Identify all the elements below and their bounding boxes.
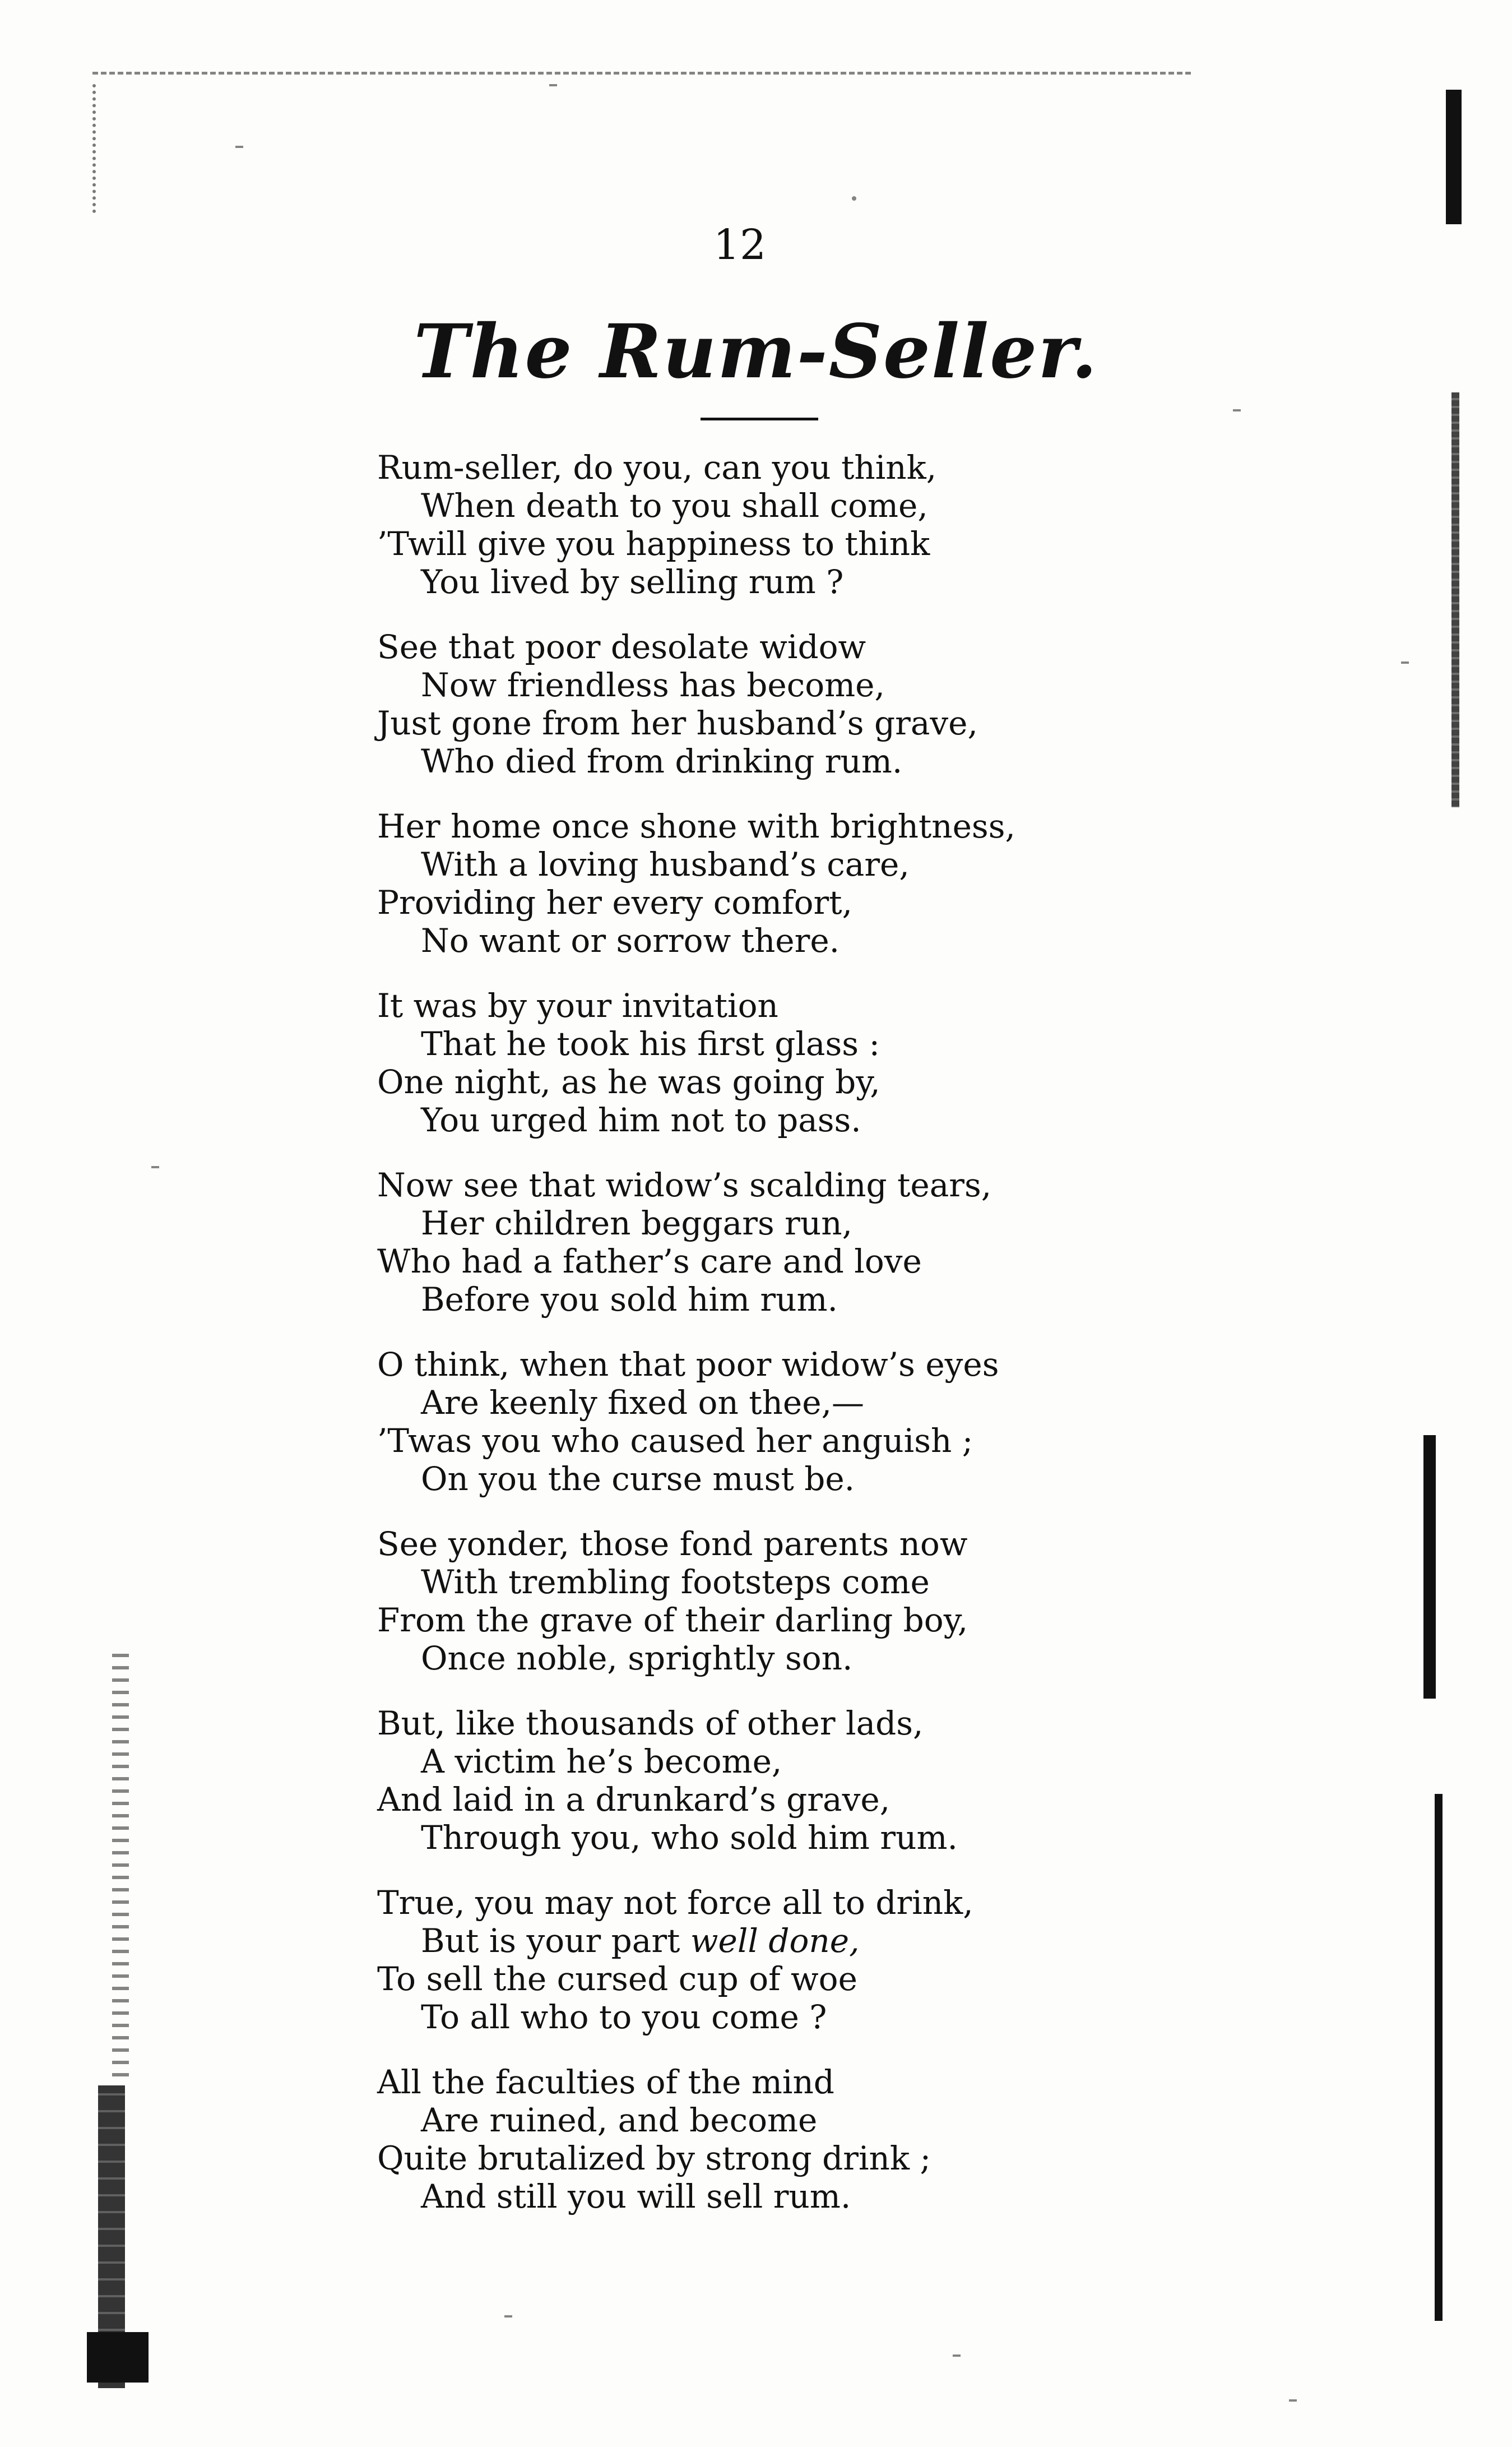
stanza xyxy=(377,448,1218,601)
poem-line: Rum-seller, do you, can you think, xyxy=(377,448,937,487)
stanza xyxy=(377,1345,1218,1498)
poem-line: From the grave of their darling boy, xyxy=(377,1601,968,1639)
poem-line: It was by your invitation xyxy=(377,987,778,1025)
poem-line: One night, as he was going by, xyxy=(377,1063,880,1101)
poem-line: True, you may not force all to drink, xyxy=(377,1884,973,1922)
poem-line: ’Twas you who caused her anguish ; xyxy=(377,1422,973,1460)
stanza xyxy=(377,628,1218,780)
poem-line: Providing her every comfort, xyxy=(377,883,853,922)
poem-line: With trembling footsteps come xyxy=(421,1563,930,1601)
stanza xyxy=(377,1166,1218,1319)
binding-edge-right-upper xyxy=(1451,392,1459,807)
poem-line: ’Twill give you happiness to think xyxy=(377,525,930,563)
poem-line: O think, when that poor widow’s eyes xyxy=(377,1345,999,1384)
poem-line: See that poor desolate widow xyxy=(377,628,866,666)
poem-line: To sell the cursed cup of woe xyxy=(377,1960,857,1998)
poem-line: With a loving husband’s care, xyxy=(421,845,910,883)
poem-line: When death to you shall come, xyxy=(421,487,928,525)
poem-line: You urged him not to pass. xyxy=(421,1101,861,1139)
poem-body xyxy=(377,448,1218,2242)
poem-line: A victim he’s become, xyxy=(421,1742,782,1780)
page-number: 12 xyxy=(713,221,767,269)
poem-line: And still you will sell rum. xyxy=(421,2177,851,2215)
stanza xyxy=(377,807,1218,960)
scan-speck xyxy=(1233,409,1241,411)
binding-fragments-left xyxy=(112,1654,129,2080)
poem-title: The Rum-Seller. xyxy=(414,308,1098,395)
stanza xyxy=(377,1884,1218,2036)
poem-line xyxy=(377,1922,1218,1960)
poem-line: Through you, who sold him rum. xyxy=(421,1819,958,1857)
poem-line: To all who to you come ? xyxy=(421,1998,827,2036)
poem-line: And laid in a drunkard’s grave, xyxy=(377,1780,890,1819)
poem-line: Now friendless has become, xyxy=(421,666,885,704)
scan-speck xyxy=(1289,2399,1297,2402)
stanza xyxy=(377,1704,1218,1857)
poem-line: Her home once shone with brightness, xyxy=(377,807,1015,845)
scan-speck xyxy=(953,2355,961,2357)
stanza xyxy=(377,987,1218,1139)
scan-speck xyxy=(1401,662,1409,664)
stanza xyxy=(377,2063,1218,2215)
page-edge-top xyxy=(92,72,1191,78)
poem-line: Are keenly fixed on thee,— xyxy=(421,1384,865,1422)
poem-line: All the faculties of the mind xyxy=(377,2063,834,2101)
poem-line: You lived by selling rum ? xyxy=(421,563,844,601)
stanza xyxy=(377,1525,1218,1677)
poem-line: Her children beggars run, xyxy=(421,1204,853,1242)
poem-line: On you the curse must be. xyxy=(421,1460,855,1498)
poem-line: Before you sold him rum. xyxy=(421,1280,838,1319)
poem-line: No want or sorrow there. xyxy=(421,922,840,960)
scan-speck xyxy=(151,1166,159,1168)
poem-line: Once noble, sprightly son. xyxy=(421,1639,853,1677)
poem-line: Just gone from her husband’s grave, xyxy=(377,704,978,742)
poem-line: Are ruined, and become xyxy=(421,2101,818,2139)
poem-line: Quite brutalized by strong drink ; xyxy=(377,2139,931,2177)
poem-line: Now see that widow’s scalding tears, xyxy=(377,1166,992,1204)
poem-line: But, like thousands of other lads, xyxy=(377,1704,924,1742)
scan-speck xyxy=(504,2315,512,2318)
scan-speck xyxy=(852,196,856,201)
binding-corner-left xyxy=(87,2332,149,2383)
poem-line-emphasis: well done, xyxy=(690,1922,860,1960)
poem-line: That he took his first glass : xyxy=(421,1025,880,1063)
scan-speck xyxy=(235,146,243,148)
binding-edge-right-lower xyxy=(1435,1794,1443,2321)
poem-line: Who had a father’s care and love xyxy=(377,1242,922,1280)
poem-line-text: But is your part xyxy=(421,1922,680,1960)
binding-edge-right-top xyxy=(1446,90,1462,224)
poem-line: See yonder, those fond parents now xyxy=(377,1525,968,1563)
poem-line: Who died from drinking rum. xyxy=(421,742,903,780)
scan-speck xyxy=(549,84,557,86)
binding-edge-right-middle xyxy=(1423,1435,1436,1699)
page-edge-left xyxy=(92,84,106,213)
title-rule xyxy=(701,418,818,420)
